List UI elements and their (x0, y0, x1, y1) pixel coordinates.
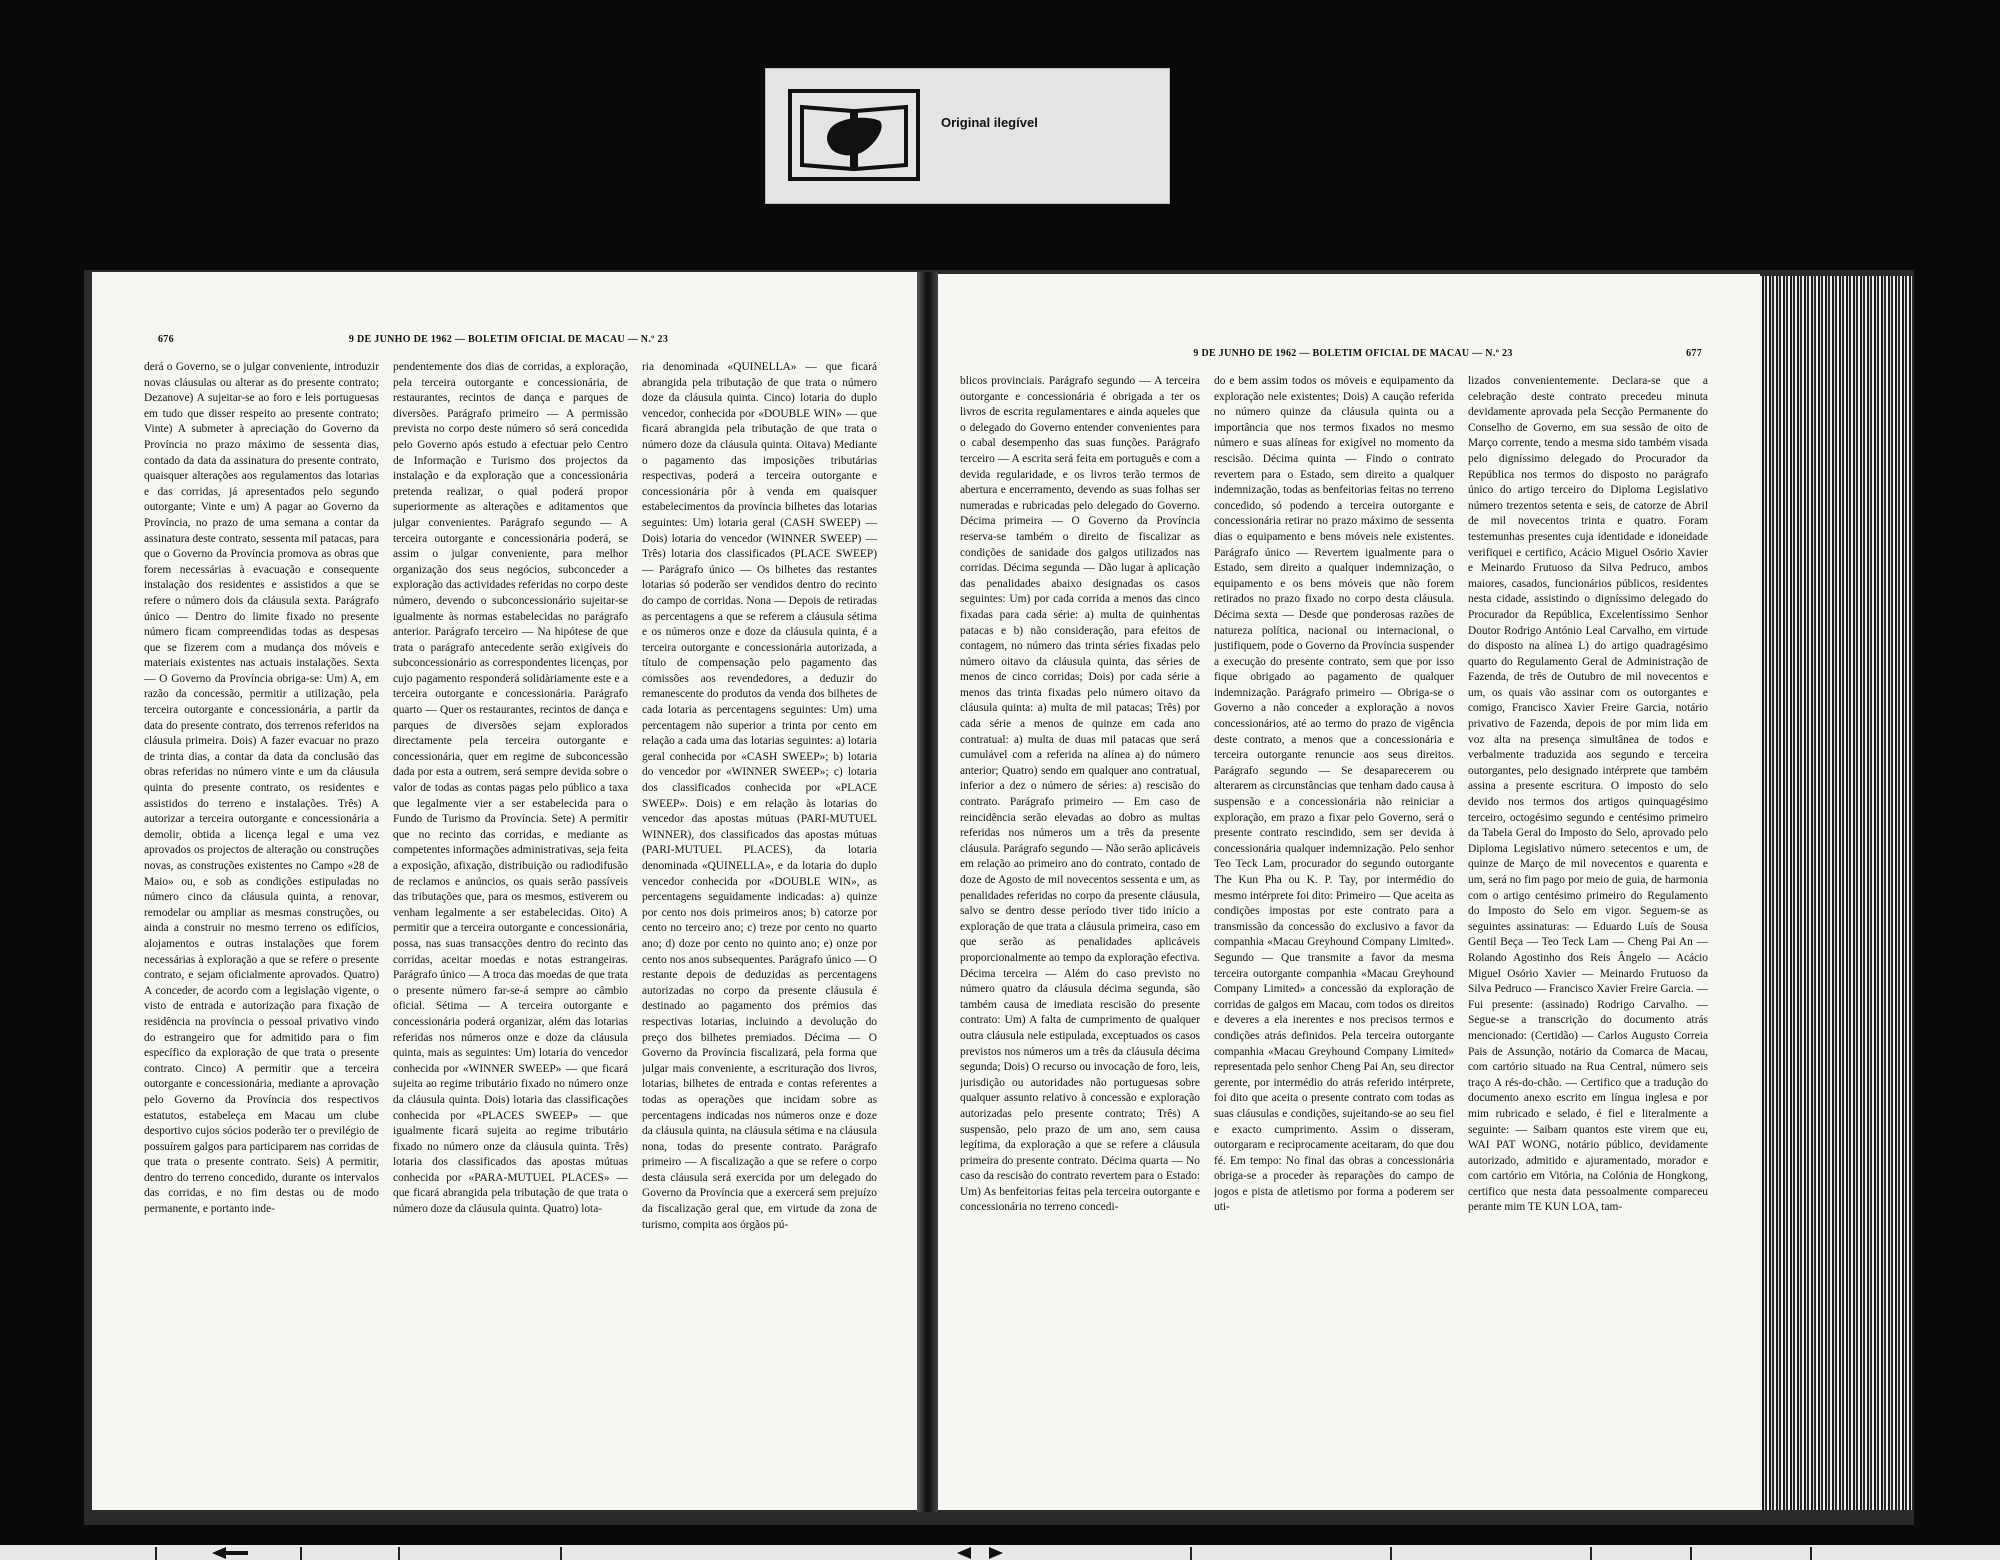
left-running-head (158, 334, 859, 350)
scale-tick (560, 1547, 562, 1560)
scale-tick (155, 1547, 157, 1560)
left-column-1 (144, 360, 379, 1450)
right-page-title: 9 DE JUNHO DE 1962 — BOLETIM OFICIAL DE MACAU — N.º 23 (1193, 348, 1513, 359)
arrow-left-icon (210, 1546, 250, 1560)
paragraph: derá o Governo, se o julgar conveniente, introduzir novas cláusulas ou alterar as do presente contrato; Dezanove) A sujeitar-se ao foro e leis portuguesas em tudo que disser respeito ao presente contrato; Vinte) A submeter à apreciação do Governo da Província no prazo máximo de sessenta dias, contado da data da assinatura do presente contrato, quaisquer alterações aos regulamentos das lotarias e das corridas, já apresentados pelo segundo outorgante; Vinte e um) A pagar ao Governo da Província, no prazo de uma semana a contar da assinatura deste contrato, sessenta mil patacas, para que o Governo da Província promova as obras que forem necessárias à evacuação e consequente instalação dos residentes e assistidos a que se refere o número dois da cláusula sexta. Parágrafo único — Dentro do limite fixado no presente número ficam compreendidas todas as despesas que se fizerem com a mudança dos móveis e materiais existentes nas actuais instalações. Sexta — O Governo da Província obriga-se: Um) A, em razão da concessão, permitir a utilização, pela terceira outorgante e concessionária, a partir da data do presente contrato, dos terrenos referidos na cláusula primeira. Dois) A fazer evacuar no prazo de trinta dias, a contar da data da conclusão das obras referidas no número vinte e um da cláusula quinta do presente contrato, os residentes e assistidos do terreno e instalações. Três) A autorizar a terceira outorgante e concessionária a demolir, obtida a licença legal e uma vez aprovados os projectos de alteração ou construções novas, as construções existentes no Campo «28 de Maio» ou, e sob as condições estipuladas no número cinco da cláusula quinta, a renovar, remodelar ou ampliar as mesmas construções, ou ainda a construir no mesmo terreno os edifícios, alojamentos e outras instalações que forem necessárias à exploração a que se refere o presente contrato, e sejam oficialmente aprovados. Quatro) A conceder, de acordo com a legislação vigente, o visto de entrada e autorização para fixação de residência na província o pessoal privativo vindo do estrangeiro que for admitido para o fim específico da exploração de que trata o presente contrato. Cinco) A permitir que a terceira outorgante e concessionária, mediante a aprovação pelo Governo da Província dos respectivos estatutos, estabeleça em Macau um clube desportivo cujos sócios poderão ter o previlégio de possuírem galgos para participarem nas corridas de que trata o presente contrato. Seis) A permitir, dentro do terreno concedido, durante os intervalos das corridas, e no fim destas ou de modo permanente, e portanto inde- (144, 361, 379, 1216)
scale-tick (1690, 1547, 1692, 1560)
paragraph: lizados convenientemente. Declara-se que a celebração deste contrato precedeu minuta devidamente aprovada pela Secção Permanente do Conselho de Governo, em sua sessão de oito de Março corrente, tendo a mesma sido também visada pelo digníssimo delegado do Procurador da República nos termos do disposto no parágrafo único do artigo terceiro do Diploma Legislativo número trezentos setenta e seis, de catorze de Abril de mil novecentos trinta e quatro. Foram testemunhas presentes cuja identidade e idoneidade verifiquei e certifico, Acácio Miguel Osório Xavier e Meinardo Frutuoso da Silva Pedruco, ambos maiores, casados, funcionários públicos, residentes nesta cidade, assistindo o digníssimo delegado do Procurador da República, Excelentíssimo Senhor Doutor Rodrigo António Leal Carvalho, em virtude do disposto na alínea L) do artigo quadragésimo quarto do Regulamento Geral de Administração de Fazenda, de três de Outubro de mil novecentos e um, os quais vão assinar com os outorgantes e comigo, Francisco Xavier Freire Garcia, notário privativo de Fazenda, depois de por mim lida em voz alta na presença simultânea de todos e verbalmente traduzida aos segundo e terceira outorgantes, pelo designado intérprete que também assina a presente escritura. O imposto do selo devido nos termos dos artigos quinquagésimo terceiro, octogésimo segundo e centésimo primeiro da Tabela Geral do Imposto do Selo, aprovado pelo Diploma Legislativo número setecentos e um, de quinze de Março de mil novecentos e quarenta e um, será no fim pago por meio de guia, de harmonia com o artigo centésimo primeiro do Regulamento do Imposto do Selo em vigor. Seguem-se as seguintes assinaturas: — Eduardo Luís de Sousa Gentil Beça — Teo Teck Lam — Cheng Pai An — Rolando Agostinho dos Reis Ângelo — Acácio Miguel Osório Xavier — Meinardo Frutuoso da Silva Pedruco — Francisco Xavier Freire Garcia. — Fui presente: (assinado) Rodrigo Carvalho. — Segue-se a transcrição do documento atrás mencionado: (Certidão) — Carlos Augusto Correia Pais de Assunção, notário da Comarca de Macau, com cartório situado na Rua Central, número seis traço A rés-do-chão. — Certifico que a tradução do documento anexo escrito em língua inglesa e por mim rubricado e selado, é fiel e literalmente a seguinte: — Saibam quantos este virem que eu, WAI PAT WONG, notário público, devidamente autorizado, admitido e ajuramentado, morador e com cartório em Vitória, na Colónia de Hongkong, certifico que nesta data pessoalmente compareceu perante mim TE KUN LOA, tam- (1468, 375, 1708, 1214)
double-arrow-icon (955, 1546, 1005, 1560)
right-columns (960, 374, 1708, 1450)
right-running-head (1004, 348, 1702, 364)
paragraph: blicos provinciais. Parágrafo segundo — A terceira outorgante e concessionária é obrigada a ter os livros de escrita regulamentares e ainda aqueles que o delegado do Governo entender convenientes para o cabal desempenho das suas funções. Parágrafo terceiro — A escrita será feita em português e com a devida regularidade, e os livros terão termos de abertura e encerramento, devendo as suas folhas ser numeradas e rubricadas pelo delegado do Governo. Décima primeira — O Governo da Província reserva-se também o direito de fiscalizar as condições de sanidade dos galgos utilizados nas corridas. Décima segunda — Dão lugar à aplicação das penalidades abaixo designadas os casos seguintes: Um) por cada corrida a menos das cinco fixadas para cada série: a) multa de quinhentas patacas e b) não consideração, para efeitos de contagem, no número das trinta séries fixadas pelo número oitavo da cláusula quinta, das séries de menos de cinco corridas; Dois) por cada série a menos das trinta fixadas pelo número oitavo da cláusula quinta: a) multa de mil patacas; Três) por cada série a menos de quinze em cada ano contratual: a) multa de duas mil patacas que será cumulável com a referida na alínea a) do número anterior; Quatro) sendo em qualquer ano contratual, inferior a dez o número de séries: a) rescisão do contrato. Parágrafo primeiro — Em caso de reincidência serão elevadas ao dobro as multas referidas nos números um a três da presente cláusula. Parágrafo segundo — Não serão aplicáveis em relação ao primeiro ano do contrato, contado de doze de Agosto de mil novecentos sessenta e um, as penalidades referidas no corpo da presente cláusula, salvo se dentro desse período tiver tido início a exploração de que trata a cláusula primeira, caso em que serão as penalidades aplicáveis proporcionalmente ao tempo da exploração efectiva. Décima terceira — Além do caso previsto no número quatro da cláusula décima segunda, são também causa de imediata rescisão do presente contrato: Um) A falta de cumprimento de qualquer outra cláusula nele estipulada, exceptuados os casos previstos nos números um a três da cláusula décima segunda; Dois) O recurso ou invocação de foro, leis, jurisdição ou autoridades não portuguesas sobre qualquer assunto relativo à concessão e exploração autorizadas pelo presente contrato; Três) A suspensão, pelo prazo de um ano, sem causa legítima, da exploração a que se refere a cláusula primeira do presente contrato. Décima quarta — No caso da rescisão do contrato revertem para o Estado: Um) As benfeitorias feitas pela terceira outorgante e concessionária no terreno concedi- (960, 375, 1200, 1214)
left-columns (144, 360, 877, 1450)
scale-tick (1590, 1547, 1592, 1560)
damaged-book-icon (788, 89, 920, 181)
left-page (92, 272, 917, 1510)
book-gutter (917, 272, 938, 1512)
scale-tick (1190, 1547, 1192, 1560)
scale-tick (398, 1547, 400, 1560)
paragraph: ria denominada «QUINELLA» — que ficará abrangida pela tributação de que trata o número doze da cláusula quinta. Cinco) lotaria do duplo vencedor, conhecida por «DOUBLE WIN» — que ficará abrangida pela tributação de que trata o número doze da cláusula quinta. Oitava) Mediante o pagamento das imposições tributárias respectivas, poderá a terceira outorgante e concessionária pôr à venda em quaisquer estabelecimentos da província bilhetes das lotarias seguintes: Um) lotaria geral (CASH SWEEP) — Dois) lotaria do vencedor (WINNER SWEEP) — Três) lotaria dos classificados (PLACE SWEEP) — Parágrafo único — Os bilhetes das restantes lotarias só poderão ser vendidos dentro do recinto do campo de corridas. Nona — Depois de retiradas as percentagens a que se referem a cláusula sétima e os números onze e doze da cláusula quinta, é a terceira outorgante e concessionária autorizada, a título de compensação pelo pagamento das comissões aos revendedores, a deduzir do remanescente do produtos da venda dos bilhetes de cada lotaria as percentagens seguintes: Um) uma percentagem não superior a trinta por cento em relação a cada uma das lotarias seguintes: a) lotaria geral conhecida por «CASH SWEEP»; b) lotaria do vencedor por «WINNER SWEEP»; c) lotaria dos classificados conhecida por «PLACE SWEEP». Dois) e em relação às lotarias do vencedor das apostas mútuas (PARI-MUTUEL WINNER), dos classificados das apostas mútuas (PARI-MUTUEL PLACES), da lotaria denominada «QUINELLA», e da lotaria do duplo vencedor conhecida por «DOUBLE WIN», as percentagens seguidamente indicadas: a) quinze por cento nos dois primeiros anos; b) catorze por cento no terceiro ano; c) treze por cento no quarto ano; d) doze por cento no quinto ano; e) onze por cento nos anos subsequentes. Parágrafo único — O restante depois de deduzidas as percentagens autorizadas no corpo da presente cláusula é destinado ao pagamento dos prémios das respectivas lotarias, incluindo a devolução do preço dos bilhetes premiados. Décima — O Governo da Província fiscalizará, pela forma que julgar mais conveniente, a escrituração dos livros, lotarias, bilhetes de entrada e contas referentes a todas as operações que incidam sobre as percentagens indicadas nos números onze e doze da cláusula quinta, na cláusula sétima e na cláusula nona, todas do presente contrato. Parágrafo primeiro — A fiscalização a que se refere o corpo desta cláusula será exercida por um delegado do Governo da Província que a exercerá sem prejuízo da fiscalização geral que, em virtude da zona de turismo, compita aos órgãos pú- (642, 361, 877, 1231)
paragraph: pendentemente dos dias de corridas, a exploração, pela terceira outorgante e concessionária, de restaurantes, recintos de dança e parques de diversões. Parágrafo primeiro — A permissão prevista no corpo deste número só será concedida pelo Governo após estudo a efectuar pelo Centro de Informação e Turismo dos projectos da instalação e da exploração que a concessionária pretenda realizar, o qual poderá propor superiormente as alterações e aditamentos que julgar convenientes. Parágrafo segundo — A terceira outorgante e concessionária poderá, se assim o julgar conveniente, para melhor organização dos seus negócios, subconceder a exploração das actividades referidas no corpo deste número, devendo o subconcessionário sujeitar-se igualmente às normas estabelecidas no parágrafo anterior. Parágrafo terceiro — Na hipótese de que trata o parágrafo antecedente serão exigíveis do subconcessionário as correspondentes licenças, por cujo pagamento responderá solidàriamente este e a terceira outorgante e concessionária. Parágrafo quarto — Quer os restaurantes, recintos de dança e parques de diversões sejam explorados directamente pela terceira outorgante e concessionária, quer em regime de subconcessão dada por esta a outrem, será sempre devida sobre o valor de todas as contas pagas pelo público a taxa que legalmente vier a ser estabelecida para o Fundo de Turismo da Província. Sete) A permitir que no recinto das corridas, e mediante as competentes informações administrativas, seja feita a exposição, afixação, distribuição ou radiodifusão de reclamos e anúncios, os quais serão passíveis das tributações que, para os mesmos, estiverem ou venham legalmente a ser estabelecidas. Oito) A permitir que a terceira outorgante e concessionária, possa, nas suas transacções dentro do recinto das corridas, aceitar moedas e notas estrangeiras. Parágrafo único — A troca das moedas de que trata o presente número far-se-á sempre ao câmbio oficial. Sétima — A terceira outorgante e concessionária poderá organizar, além das lotarias referidas nos números onze e doze da cláusula quinta, mais as seguintes: Um) lotaria do vencedor conhecida por «WINNER SWEEP» — que ficará sujeita ao regime tributário fixado no número onze da cláusula quinta. Dois) lotaria das classificações conhecida por «PLACES SWEEP» — que igualmente ficará sujeita ao regime tributário fixado no número onze da cláusula quinta. Três) lotaria dos classificados das apostas mútuas conhecida por «PARA-MUTUEL PLACES» — que ficará abrangida pela tributação de que trata o número doze da cláusula quinta. Quatro) lota- (393, 361, 628, 1216)
illegible-label: Original ilegível (941, 115, 1038, 130)
scale-tick (1810, 1547, 1812, 1560)
scale-tick (1390, 1547, 1392, 1560)
left-column-2 (393, 360, 628, 1450)
left-column-3 (642, 360, 877, 1450)
scale-tick (300, 1547, 302, 1560)
right-column-2 (1214, 374, 1454, 1450)
right-page-number: 677 (1686, 348, 1702, 359)
illegible-notice-card (765, 68, 1170, 204)
right-column-1 (960, 374, 1200, 1450)
scan-scale-strip (0, 1545, 2000, 1560)
page-fore-edge (1760, 276, 1914, 1510)
right-page (938, 274, 1760, 1510)
left-page-title: 9 DE JUNHO DE 1962 — BOLETIM OFICIAL DE MACAU — N.º 23 (348, 334, 669, 345)
left-page-number: 676 (158, 334, 174, 345)
right-column-3 (1468, 374, 1708, 1450)
paragraph: do e bem assim todos os móveis e equipamento da exploração nele existentes; Dois) A caução referida no número quinze da cláusula quinta ou a importância que nos termos fixados no mesmo número e suas alíneas for exigível no momento da rescisão. Décima quinta — Findo o contrato revertem para o Estado, sem direito a qualquer indemnização, todas as benfeitorias feitas no terreno concedido, só podendo a terceira outorgante e concessionária retirar no prazo máximo de sessenta dias o equipamento e bens móveis nele existentes. Parágrafo único — Revertem igualmente para o Estado, sem direito a qualquer indemnização, o equipamento e os bens móveis que não forem retirados no prazo fixado no corpo desta cláusula. Décima sexta — Desde que ponderosas razões de natureza política, nacional ou internacional, o justifiquem, pode o Governo da Província suspender a execução do presente contrato, sem que por isso fique obrigado ao pagamento de qualquer indemnização. Parágrafo primeiro — Obriga-se o Governo a não conceder a exploração a novos concessionários, até ao termo do prazo de vigência deste contrato, a menos que a concessionária e terceira outorgante renuncie aos seus direitos. Parágrafo segundo — Se desaparecerem ou alterarem as circunstâncias que tenham dado causa à suspensão e a concessionária não reiniciar a exploração, em prazo a fixar pelo Governo, será o presente contrato rescindido, sem ser devida à concessionária qualquer indemnização. Pelo senhor Teo Teck Lam, procurador do segundo outorgante The Kun Pha ou K. P. Tay, por intermédio do mesmo intérprete foi dito: Primeiro — Que aceita as condições impostas por este contrato para a transmissão da concessão do exclusivo a favor da companhia «Macau Greyhound Company Limited». Segundo — Que transmite a favor da mesma terceira outorgante companhia «Macau Greyhound Company Limited» a concessão da exploração de corridas de galgos em Macau, com todos os direitos e deveres a ela inerentes e nos precisos termos e condições atrás definidos. Pela terceira outorgante companhia «Macau Greyhound Company Limited» representada pelo senhor Cheng Pai An, seu director gerente, por intermédio do atrás referido intérprete, foi dito que aceita o presente contrato com todas as suas cláusulas e condições, sujeitando-se ao seu fiel e exacto cumprimento. Assim o disseram, outorgaram e reciprocamente aceitaram, do que dou fé. Em tempo: No final das obras a concessionária obriga-se a proceder às reparações do campo de jogos e pista de atletismo por forma a poderem ser uti- (1214, 375, 1454, 1214)
